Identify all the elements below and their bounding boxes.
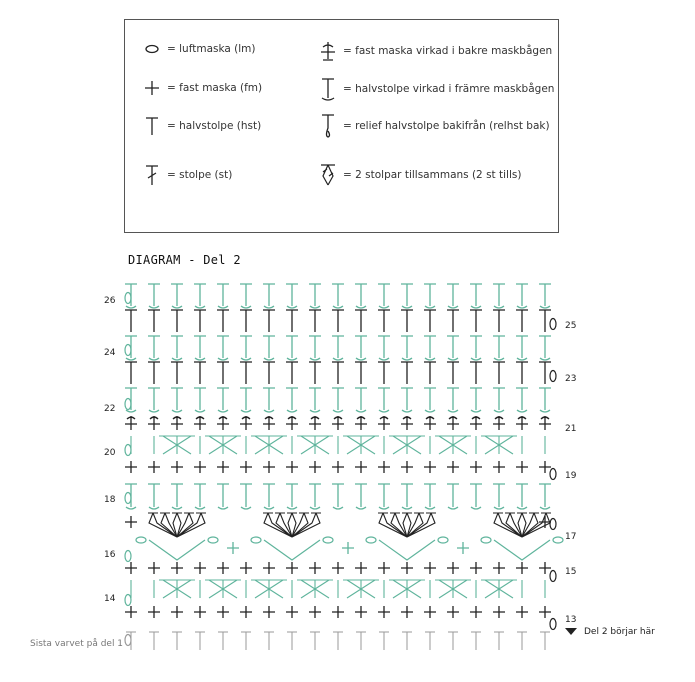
sc-stitch [263, 562, 275, 574]
sc-stitch [493, 606, 505, 618]
sc-stitch [447, 606, 459, 618]
hdc-front-loop-stitch [355, 388, 367, 412]
hdc-stitch [378, 310, 390, 332]
row-number-left: 26 [104, 296, 116, 306]
hdc-front-loop-stitch [194, 336, 206, 360]
sc-back-loop-stitch [378, 416, 390, 430]
sc-stitch [309, 461, 321, 473]
sc-back-loop-stitch [309, 416, 321, 430]
hdc-front-loop-stitch [125, 388, 137, 412]
hdc-front-loop-stitch [493, 484, 505, 509]
sc-stitch [125, 606, 137, 618]
v-stitch [494, 540, 550, 560]
hdc-front-loop-stitch [378, 388, 390, 412]
hdc-front-loop-stitch [401, 388, 413, 412]
chain-stitch [550, 519, 556, 530]
legend-text: = 2 stolpar tillsammans (2 st tills) [343, 169, 522, 181]
hdc-front-loop-stitch [516, 484, 528, 509]
hdc-stitch [217, 310, 229, 332]
sc-stitch [194, 562, 206, 574]
row-number-left: 14 [104, 594, 116, 604]
dc2tog-stitch [292, 513, 309, 537]
chain-stitch [550, 571, 556, 582]
sc-back-loop-stitch [148, 416, 160, 430]
previous-row-stitch [310, 632, 320, 650]
hdc-front-loop-stitch [516, 388, 528, 412]
sc-stitch [148, 461, 160, 473]
chain-stitch [323, 537, 333, 543]
hdc-front-loop-stitch [516, 336, 528, 360]
hdc-front-loop-stitch [424, 284, 436, 308]
hdc-front-loop-stitch [332, 484, 344, 509]
row-number-right: 19 [565, 471, 577, 481]
dc2tog-stitch [522, 513, 539, 537]
hdc-front-loop-stitch [470, 284, 482, 308]
hdc-front-loop-stitch [332, 336, 344, 360]
sc-stitch [355, 606, 367, 618]
chain-stitch [550, 371, 556, 382]
chain-stitch [125, 345, 131, 356]
chain-stitch [125, 445, 131, 456]
chain-stitch [125, 595, 131, 606]
hdc-stitch [470, 362, 482, 384]
previous-row-stitch [517, 632, 527, 650]
sc-stitch [355, 562, 367, 574]
sc-stitch [194, 606, 206, 618]
hdc-front-loop-stitch [240, 336, 252, 360]
row-number-left: 18 [104, 495, 116, 505]
hdc-stitch [470, 310, 482, 332]
legend-text: = stolpe (st) [167, 169, 233, 181]
hdc-stitch [125, 310, 137, 332]
sc-stitch [401, 562, 413, 574]
sc-stitch [148, 606, 160, 618]
legend-text: = fast maska (fm) [167, 82, 263, 94]
row-number-left: 22 [104, 404, 116, 414]
sc-back-loop-stitch [217, 416, 229, 430]
sc-stitch [194, 461, 206, 473]
sc-back-loop-stitch [263, 416, 275, 430]
previous-row-stitch [264, 632, 274, 650]
hdc-front-loop-stitch [493, 284, 505, 308]
hdc-front-loop-stitch [539, 388, 551, 412]
sc-back-loop-stitch [516, 416, 528, 430]
hdc-front-loop-stitch [148, 484, 160, 509]
hdc-front-loop-stitch [286, 284, 298, 308]
sc-back-loop-stitch [355, 416, 367, 430]
hdc-front-loop-stitch [309, 336, 321, 360]
previous-row-stitch [287, 632, 297, 650]
diagram-title: DIAGRAM - Del 2 [128, 253, 241, 267]
hdc-front-loop-stitch [148, 284, 160, 308]
hdc-front-loop-stitch [401, 284, 413, 308]
sc-stitch [539, 516, 551, 528]
hdc-front-loop-stitch [263, 484, 275, 509]
chain-stitch [251, 537, 261, 543]
hdc-stitch [424, 362, 436, 384]
v-stitch [149, 540, 205, 560]
sc-stitch [171, 461, 183, 473]
hdc-front-loop-stitch [240, 284, 252, 308]
sc-stitch [217, 461, 229, 473]
hdc-front-loop-stitch [470, 388, 482, 412]
chain-stitch [125, 293, 131, 304]
hdc-front-loop-stitch [125, 484, 137, 509]
hdc-front-loop-stitch [355, 284, 367, 308]
sc-stitch [470, 562, 482, 574]
previous-row-stitch [379, 632, 389, 650]
sc-stitch [342, 542, 354, 554]
hdc-stitch [240, 310, 252, 332]
sc-stitch [332, 606, 344, 618]
sc-stitch [539, 562, 551, 574]
hdc-front-loop-stitch [332, 388, 344, 412]
hdc-front-loop-stitch [148, 388, 160, 412]
start-label: Del 2 börjar här [584, 627, 655, 637]
v-stitch [379, 540, 435, 560]
hdc-front-loop-stitch [171, 388, 183, 412]
chain-stitch [136, 537, 146, 543]
sc-stitch [539, 606, 551, 618]
sc-stitch [125, 562, 137, 574]
hdc-front-loop-stitch [447, 284, 459, 308]
sc-stitch [424, 562, 436, 574]
hdc-stitch [447, 362, 459, 384]
row-number-right: 21 [565, 424, 577, 434]
sc-stitch [378, 606, 390, 618]
sc-stitch [355, 461, 367, 473]
sc-stitch [309, 606, 321, 618]
chain-stitch [481, 537, 491, 543]
hdc-front-loop-stitch [539, 284, 551, 308]
hdc-stitch [309, 310, 321, 332]
sc-stitch [286, 461, 298, 473]
hdc-front-loop-stitch [217, 484, 229, 509]
hdc-front-loop-stitch [217, 388, 229, 412]
row-number-left: 16 [104, 550, 116, 560]
chain-stitch [125, 551, 131, 562]
hdc-front-loop-stitch [539, 336, 551, 360]
hdc-stitch [516, 310, 528, 332]
row-number-right: 23 [565, 374, 577, 384]
hdc-front-loop-stitch [378, 284, 390, 308]
sc-stitch [401, 606, 413, 618]
sc-stitch [424, 606, 436, 618]
row-number-right: 15 [565, 567, 577, 577]
hdc-stitch [332, 310, 344, 332]
hdc-stitch [263, 362, 275, 384]
hdc-front-loop-stitch [355, 336, 367, 360]
hdc-stitch [286, 362, 298, 384]
chain-stitch [550, 469, 556, 480]
hdc-front-loop-stitch [309, 484, 321, 509]
dc2tog-stitch [390, 513, 407, 537]
previous-row-stitch [471, 632, 481, 650]
sc-stitch [171, 606, 183, 618]
hdc-stitch [148, 362, 160, 384]
sc-stitch [457, 542, 469, 554]
sc-stitch [240, 461, 252, 473]
hdc-stitch [539, 310, 551, 332]
sc-stitch [217, 606, 229, 618]
hdc-front-loop-stitch [240, 484, 252, 509]
sc-back-loop-stitch [240, 416, 252, 430]
chain-stitch [366, 537, 376, 543]
hdc-front-loop-stitch [355, 484, 367, 509]
hdc-front-loop-stitch [378, 336, 390, 360]
sc-stitch [447, 461, 459, 473]
previous-row-stitch [448, 632, 458, 650]
sc-stitch [401, 461, 413, 473]
hdc-front-loop-stitch [516, 284, 528, 308]
hdc-front-loop-stitch [194, 388, 206, 412]
hdc-front-loop-stitch [171, 336, 183, 360]
sc-stitch [447, 562, 459, 574]
sc-stitch [470, 606, 482, 618]
chain-stitch [550, 619, 556, 630]
sc-back-loop-stitch [194, 416, 206, 430]
chain-stitch [550, 319, 556, 330]
hdc-stitch [194, 362, 206, 384]
previous-row-stitch [218, 632, 228, 650]
hdc-stitch [286, 310, 298, 332]
hdc-stitch [539, 362, 551, 384]
sc-stitch [263, 606, 275, 618]
sc-stitch [332, 562, 344, 574]
hdc-front-loop-stitch [493, 336, 505, 360]
hdc-stitch [355, 362, 367, 384]
hdc-front-loop-stitch [470, 484, 482, 509]
sc-stitch [148, 562, 160, 574]
hdc-front-loop-stitch [263, 388, 275, 412]
sc-stitch [286, 606, 298, 618]
hdc-front-loop-stitch [240, 388, 252, 412]
hdc-stitch [401, 362, 413, 384]
chain-stitch [208, 537, 218, 543]
hdc-stitch [516, 362, 528, 384]
sc-stitch [539, 461, 551, 473]
sc-back-loop-stitch [332, 416, 344, 430]
hdc-stitch [493, 310, 505, 332]
hdc-stitch [217, 362, 229, 384]
hdc-front-loop-stitch [493, 388, 505, 412]
hdc-front-loop-stitch [148, 336, 160, 360]
sc-back-loop-stitch [401, 416, 413, 430]
sc-back-loop-stitch [447, 416, 459, 430]
hdc-front-loop-stitch [286, 484, 298, 509]
sc-stitch [286, 562, 298, 574]
sc-back-loop-stitch [493, 416, 505, 430]
dc2tog-stitch [160, 513, 177, 537]
hdc-front-loop-stitch [378, 484, 390, 509]
sc-stitch [516, 606, 528, 618]
sc-stitch [516, 461, 528, 473]
hdc-stitch [332, 362, 344, 384]
sc-stitch [378, 562, 390, 574]
hdc-stitch [148, 310, 160, 332]
hdc-front-loop-stitch [401, 484, 413, 509]
hdc-stitch [424, 310, 436, 332]
sc-stitch [493, 562, 505, 574]
dc2tog-stitch [275, 513, 292, 537]
chain-stitch [553, 537, 563, 543]
sc-stitch [171, 562, 183, 574]
dc2tog-stitch [177, 513, 194, 537]
hdc-front-loop-stitch [424, 388, 436, 412]
row-number-left: 20 [104, 448, 116, 458]
hdc-front-loop-stitch [401, 336, 413, 360]
chain-stitch [125, 399, 131, 410]
sc-stitch [240, 606, 252, 618]
v-stitch [264, 540, 320, 560]
hdc-stitch [171, 310, 183, 332]
last-row-label: Sista varvet på del 1 [30, 639, 124, 649]
hdc-front-loop-stitch [424, 336, 436, 360]
hdc-stitch [171, 362, 183, 384]
sc-stitch [424, 461, 436, 473]
previous-row-stitch [241, 632, 251, 650]
hdc-front-loop-stitch [447, 484, 459, 509]
hdc-front-loop-stitch [194, 284, 206, 308]
dc2tog-stitch [505, 513, 522, 537]
previous-row-stitch [425, 632, 435, 650]
row-number-right: 13 [565, 615, 577, 625]
hdc-front-loop-stitch [286, 388, 298, 412]
sc-stitch [516, 562, 528, 574]
previous-row-stitch [333, 632, 343, 650]
hdc-stitch [493, 362, 505, 384]
hdc-front-loop-stitch [263, 284, 275, 308]
hdc-stitch [309, 362, 321, 384]
sc-stitch [227, 542, 239, 554]
legend-text: = relief halvstolpe bakifrån (relhst bak) [343, 120, 550, 132]
sc-stitch [332, 461, 344, 473]
hdc-stitch [194, 310, 206, 332]
chain-stitch [125, 635, 131, 646]
sc-stitch [470, 461, 482, 473]
sc-stitch [378, 461, 390, 473]
previous-row-stitch [540, 632, 550, 650]
legend-text: = fast maska virkad i bakre maskbågen [343, 45, 553, 57]
legend-text: = halvstolpe virkad i främre maskbågen [343, 83, 555, 95]
sc-stitch [240, 562, 252, 574]
sc-stitch [125, 461, 137, 473]
previous-row-stitch [172, 632, 182, 650]
row-number-right: 25 [565, 321, 577, 331]
dc2tog-stitch [407, 513, 424, 537]
hdc-front-loop-stitch [171, 284, 183, 308]
hdc-front-loop-stitch [447, 336, 459, 360]
hdc-front-loop-stitch [194, 484, 206, 509]
sc-stitch [309, 562, 321, 574]
sc-back-loop-stitch [424, 416, 436, 430]
previous-row-stitch [494, 632, 504, 650]
sc-back-loop-stitch [171, 416, 183, 430]
previous-row-stitch [402, 632, 412, 650]
sc-stitch [493, 461, 505, 473]
previous-row-stitch [195, 632, 205, 650]
hdc-stitch [263, 310, 275, 332]
row-number-left: 24 [104, 348, 116, 358]
legend-text: = halvstolpe (hst) [167, 120, 262, 132]
hdc-stitch [378, 362, 390, 384]
hdc-front-loop-stitch [171, 484, 183, 509]
hdc-front-loop-stitch [447, 388, 459, 412]
hdc-front-loop-stitch [286, 336, 298, 360]
sc-back-loop-stitch [470, 416, 482, 430]
hdc-front-loop-stitch [470, 336, 482, 360]
hdc-front-loop-stitch [217, 284, 229, 308]
hdc-stitch [125, 362, 137, 384]
sc-stitch [263, 461, 275, 473]
hdc-front-loop-stitch [424, 484, 436, 509]
hdc-stitch [401, 310, 413, 332]
sc-stitch [217, 562, 229, 574]
sc-back-loop-stitch [539, 416, 551, 430]
sc-stitch [125, 516, 137, 528]
chain-stitch [125, 493, 131, 504]
hdc-front-loop-stitch [309, 388, 321, 412]
start-marker-icon [565, 628, 577, 635]
previous-row-stitch [149, 632, 159, 650]
hdc-stitch [355, 310, 367, 332]
hdc-front-loop-stitch [309, 284, 321, 308]
legend-text: = luftmaska (lm) [167, 43, 256, 55]
hdc-stitch [240, 362, 252, 384]
previous-row-stitch [356, 632, 366, 650]
hdc-front-loop-stitch [332, 284, 344, 308]
sc-back-loop-stitch [286, 416, 298, 430]
hdc-stitch [447, 310, 459, 332]
hdc-front-loop-stitch [217, 336, 229, 360]
sc-back-loop-stitch [125, 416, 137, 430]
hdc-front-loop-stitch [263, 336, 275, 360]
row-number-right: 17 [565, 532, 577, 542]
chain-stitch [438, 537, 448, 543]
hdc-front-loop-stitch [539, 484, 551, 509]
